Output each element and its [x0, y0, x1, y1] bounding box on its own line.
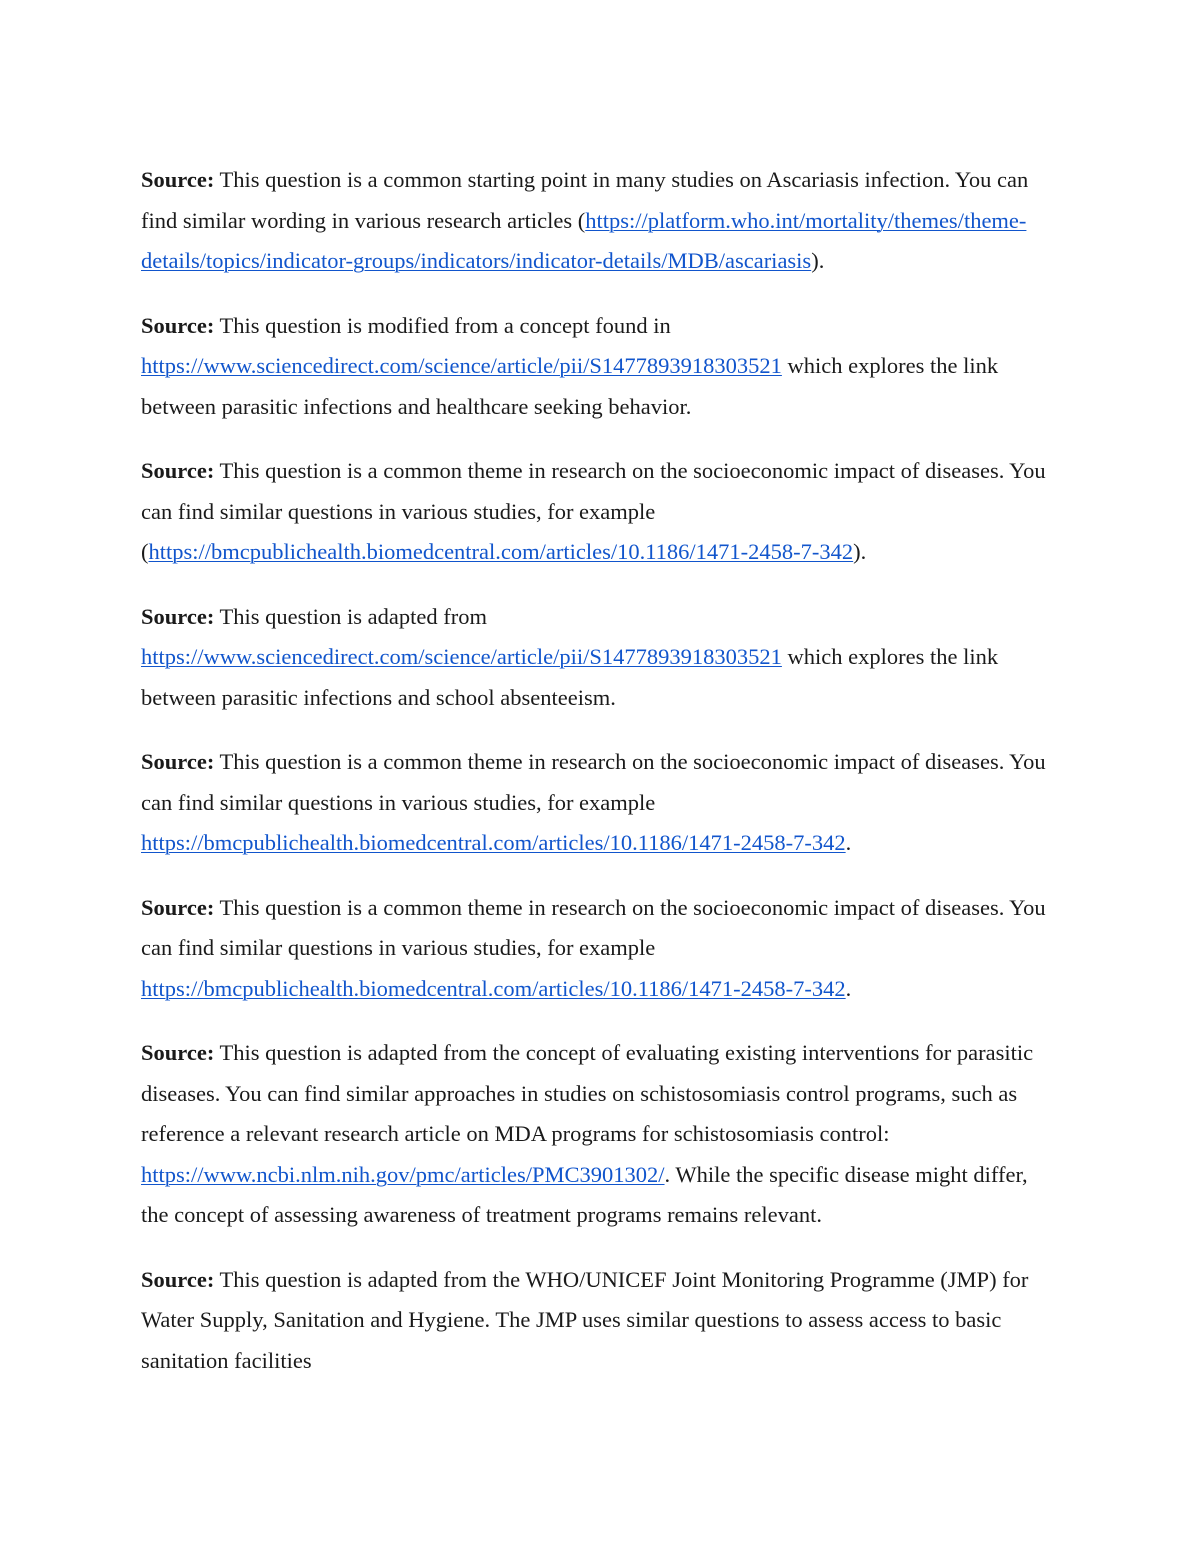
source-label: Source:: [141, 603, 215, 629]
source-label: Source:: [141, 1040, 215, 1065]
source-paragraph: [141, 597, 1059, 719]
paragraph-text: This question is adapted from the WHO/UNICEF Joint Monitoring Programme (JMP) for Water Supply, Sanitation and Hygiene. The JMP uses similar questions to assess access to basic sanitation facilities: [141, 1266, 1029, 1373]
reference-link[interactable]: https://platform.who.int/mortality/themes/theme-details/topics/indicator-groups/indicators/indicator-details/MDB/ascariasis: [141, 207, 1027, 273]
paragraph-text: ).: [853, 539, 867, 564]
paragraph-text: This question is a common starting point in many studies on Ascariasis infection. You can find similar wording in various research articles (: [141, 167, 1029, 233]
source-label: Source:: [141, 894, 215, 920]
paragraph-text: which explores the link between parasitic infections and healthcare seeking behavior.: [141, 353, 999, 419]
paragraph-text: which explores the link between parasitic infections and school absenteeism.: [141, 644, 999, 710]
source-paragraph: [141, 1260, 1059, 1382]
paragraph-text: This question is a common theme in research on the socioeconomic impact of diseases. You can find similar questions in various studies, for example: [141, 894, 1046, 960]
reference-link[interactable]: https://bmcpublichealth.biomedcentral.com/articles/10.1186/1471-2458-7-342: [148, 539, 854, 564]
source-label: Source:: [141, 749, 215, 774]
source-label: Source:: [141, 312, 215, 338]
paragraph-text: . While the specific disease might differ, the concept of assessing awareness of treatment programs remains relevant.: [141, 1161, 1028, 1227]
source-label: Source:: [141, 1266, 215, 1292]
source-paragraph: [141, 451, 1059, 573]
source-label: Source:: [141, 167, 215, 192]
paragraph-text: .: [845, 975, 852, 1001]
paragraph-text: ).: [811, 248, 825, 273]
source-paragraph: [141, 1033, 1059, 1236]
source-paragraph: [141, 888, 1059, 1010]
source-paragraph: [141, 742, 1059, 864]
reference-link[interactable]: https://bmcpublichealth.biomedcentral.com/articles/10.1186/1471-2458-7-342: [141, 830, 846, 855]
reference-link[interactable]: https://bmcpublichealth.biomedcentral.com/articles/10.1186/1471-2458-7-342: [141, 975, 846, 1001]
paragraph-text: This question is adapted from the concept of evaluating existing interventions for parasitic diseases. You can find similar approaches in studies on schistosomiasis control programs, such as reference a relevant research article on MDA programs for schistosomiasis control:: [141, 1040, 1034, 1146]
source-label: Source:: [141, 458, 215, 483]
reference-link[interactable]: https://www.sciencedirect.com/science/article/pii/S1477893918303521: [141, 644, 782, 669]
paragraph-text: This question is modified from a concept found in: [214, 312, 671, 338]
paragraph-text: This question is a common theme in research on the socioeconomic impact of diseases. You can find similar questions in various studies, for example (: [141, 458, 1046, 564]
document-body: [141, 160, 1059, 1405]
source-paragraph: [141, 160, 1059, 282]
paragraph-text: .: [845, 830, 852, 855]
source-paragraph: [141, 306, 1059, 428]
paragraph-text: This question is adapted from: [214, 603, 487, 629]
reference-link[interactable]: https://www.ncbi.nlm.nih.gov/pmc/articles/PMC3901302/: [141, 1161, 665, 1187]
paragraph-text: This question is a common theme in research on the socioeconomic impact of diseases. You can find similar questions in various studies, for example: [141, 749, 1046, 815]
reference-link[interactable]: https://www.sciencedirect.com/science/article/pii/S1477893918303521: [141, 353, 782, 378]
